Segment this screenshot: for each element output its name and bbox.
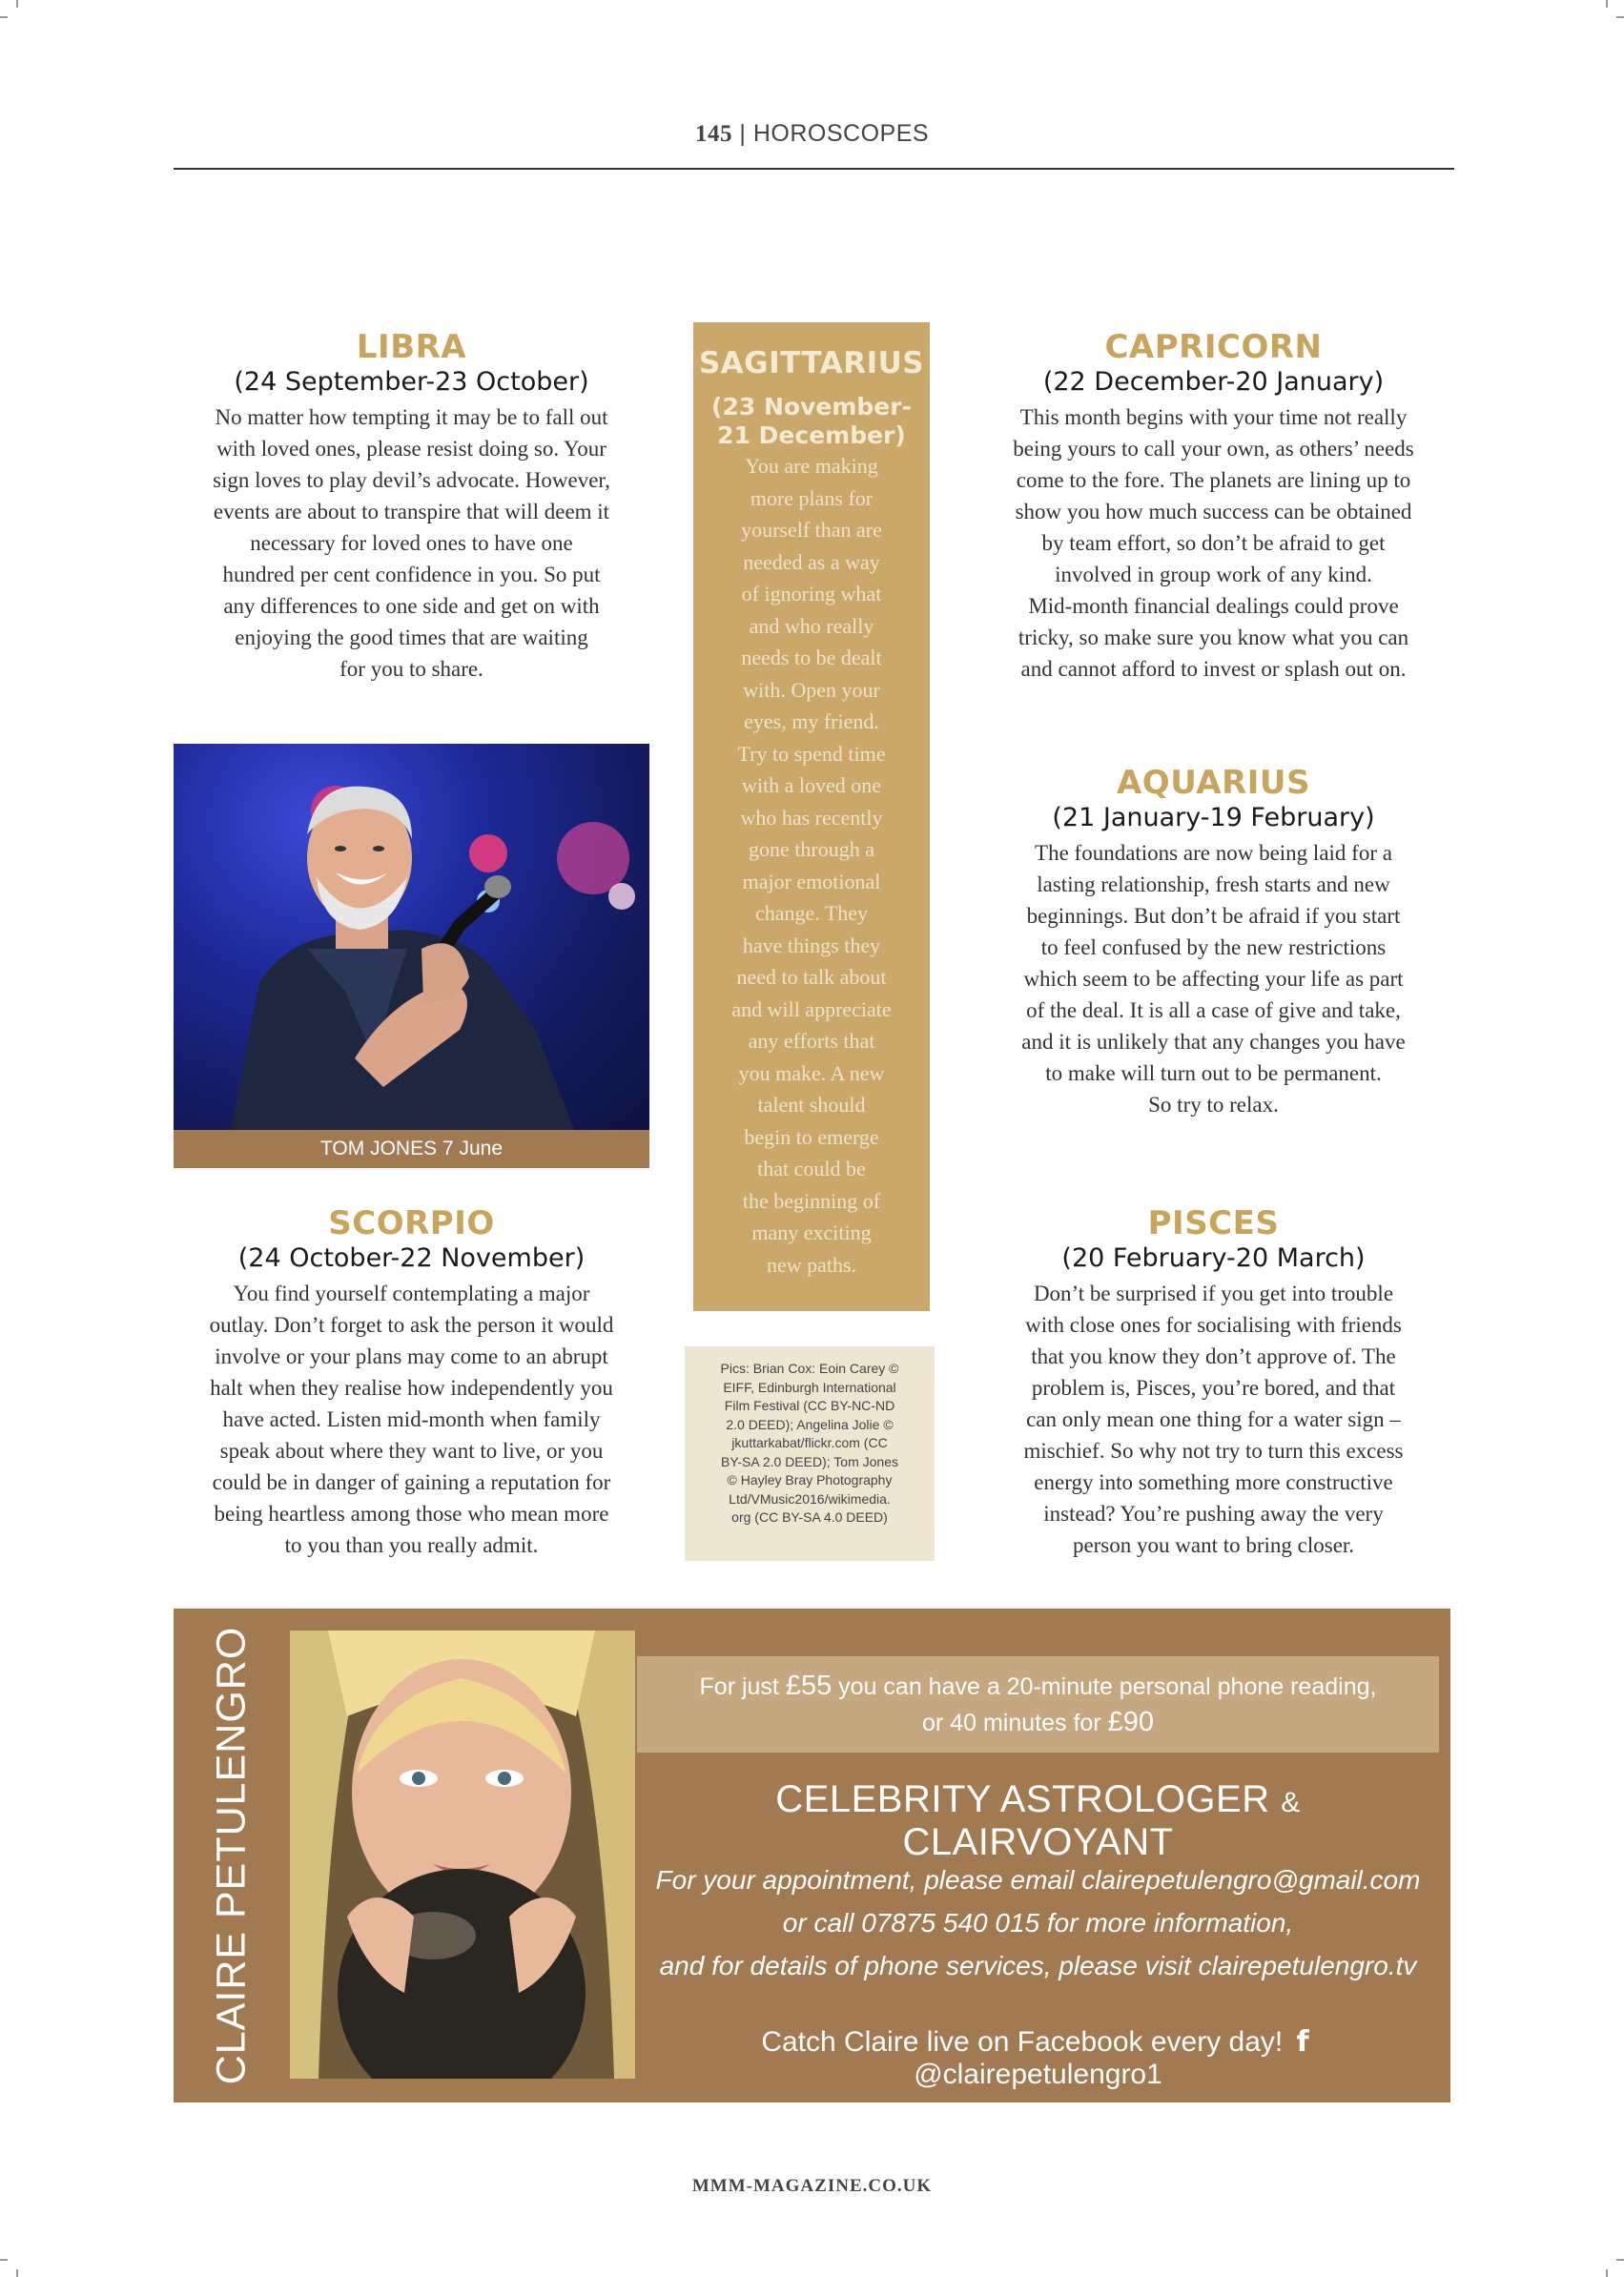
body-line: and who really: [749, 613, 874, 638]
body-line: can only mean one thing for a water sign –: [1026, 1407, 1401, 1431]
body-line: lasting relationship, fresh starts and new: [1037, 872, 1390, 896]
sign-title: LIBRA: [356, 328, 467, 366]
body-line: change. They: [754, 901, 869, 925]
body-line: outlay. Don’t forget to ask the person it would: [209, 1313, 614, 1337]
body-line: You are making: [745, 454, 878, 478]
body-line: hundred per cent confidence in you. So put: [222, 563, 601, 586]
body-line: have acted. Listen mid-month when family: [222, 1407, 601, 1431]
body-line: new paths.: [766, 1252, 857, 1277]
body-line: The foundations are now being laid for a: [1035, 841, 1392, 865]
sign-title: SCORPIO: [328, 1204, 495, 1242]
sagittarius-section: [693, 322, 930, 1311]
concert-photo-illustration: [174, 744, 649, 1130]
body-line: needed as a way: [743, 549, 880, 574]
credit-line: jkuttarkabat/flickr.com (CC: [731, 1435, 888, 1450]
body-line: by team effort, so don’t be afraid to get: [1041, 531, 1386, 555]
offer-price: £55: [785, 1671, 833, 1701]
offer-price: £90: [1107, 1707, 1154, 1737]
body-line: of the deal. It is all a case of give and take,: [1026, 998, 1401, 1022]
body-line: necessary for loved ones to have one: [250, 531, 573, 555]
sign-dates: (24 October-22 November): [237, 1243, 586, 1273]
body-line: to you than you really admit.: [284, 1533, 539, 1557]
contact-line: and for details of phone services, please visit clairepetulengro.tv: [659, 1951, 1417, 1980]
credit-line: BY-SA 2.0 DEED); Tom Jones: [721, 1453, 898, 1469]
body-line: energy into something more constructive: [1034, 1470, 1393, 1494]
facebook-text: Catch Claire live on Facebook every day!: [761, 2026, 1284, 2058]
crop-mark: [1616, 2259, 1624, 2261]
body-line: Don’t be surprised if you get into trouble: [1033, 1282, 1394, 1305]
body-line: You find yourself contemplating a major: [233, 1282, 590, 1305]
ad-offer-strip: [637, 1656, 1439, 1753]
body-line: who has recently: [740, 805, 883, 830]
body-line: show you how much success can be obtained: [1015, 500, 1412, 523]
body-line: which seem to be affecting your life as part: [1023, 967, 1404, 991]
credit-line: Ltd/VMusic2016/wikimedia.: [729, 1490, 891, 1507]
body-line: involve or your plans may come to an abrupt: [215, 1344, 608, 1368]
pisces-section: [958, 1204, 1469, 1561]
body-line: being yours to call your own, as others’ needs: [1013, 437, 1414, 461]
sign-title: AQUARIUS: [1116, 764, 1311, 802]
ad-facebook-line: [637, 2025, 1439, 2091]
header-rule: [174, 168, 1454, 170]
contact-line: For your appointment, please email clairepetulengro@gmail.com: [655, 1865, 1421, 1895]
body-line: of ignoring what: [741, 582, 882, 605]
offer-text: you can have a 20-minute personal phone reading,: [832, 1673, 1377, 1700]
sign-body: [958, 837, 1469, 1120]
sign-body: [958, 1278, 1469, 1561]
scorpio-section: [162, 1204, 661, 1561]
sign-dates: [693, 393, 930, 450]
page-header: [0, 120, 1624, 148]
crop-mark: [1616, 16, 1624, 18]
offer-text: or 40 minutes for: [922, 1710, 1108, 1736]
credit-line: org (CC BY-SA 4.0 DEED): [731, 1509, 888, 1525]
body-line: with close ones for socialising with friends: [1025, 1313, 1402, 1337]
sign-dates: (21 January-19 February): [1052, 803, 1375, 832]
dates-line: (23 November-: [711, 393, 912, 421]
photo-caption: TOM JONES 7 June: [174, 1130, 649, 1168]
dates-line: 21 December): [717, 421, 906, 449]
offer-line-1: [637, 1669, 1439, 1705]
credit-line: 2.0 DEED); Angelina Jolie ©: [726, 1416, 894, 1432]
body-line: the beginning of: [742, 1188, 881, 1213]
body-line: and will appreciate: [731, 996, 892, 1021]
sign-title: CAPRICORN: [1104, 328, 1323, 366]
sign-body: [705, 450, 918, 1281]
capricorn-section: [958, 328, 1469, 685]
body-line: yourself than are: [741, 518, 882, 542]
astrologer-name: CLAIRE PETULENGRO: [208, 1626, 255, 2085]
crop-mark: [1606, 2269, 1608, 2277]
body-line: tricky, so make sure you know what you can: [1018, 626, 1409, 649]
body-line: with. Open your: [743, 677, 880, 702]
sign-dates: (22 December-20 January): [1042, 367, 1385, 397]
body-line: This month begins with your time not really: [1019, 405, 1408, 429]
offer-text: For just: [699, 1673, 786, 1700]
body-line: major emotional: [742, 869, 881, 893]
body-line: need to talk about: [736, 965, 887, 989]
aquarius-section: [958, 764, 1469, 1120]
body-line: gone through a: [749, 837, 874, 861]
ad-title-amp: &: [1281, 1787, 1301, 1818]
body-line: eyes, my friend.: [744, 709, 879, 733]
ad-title: [637, 1778, 1439, 1864]
body-line: could be in danger of gaining a reputation for: [212, 1470, 611, 1494]
body-line: sign loves to play devil’s advocate. However,: [213, 468, 610, 492]
credit-line: Film Festival (CC BY-NC-ND: [724, 1398, 895, 1413]
body-line: being heartless among those who mean more: [214, 1502, 609, 1526]
ad-vertical-name: [174, 1609, 290, 2103]
sign-dates: (20 February-20 March): [1061, 1243, 1366, 1273]
body-line: with a loved one: [741, 773, 882, 797]
body-line: halt when they realise how independently you: [210, 1376, 613, 1400]
body-line: any efforts that: [748, 1029, 875, 1053]
page-number: 145: [694, 121, 732, 147]
photo-credits: [696, 1360, 923, 1528]
body-line: person you want to bring closer.: [1072, 1533, 1355, 1557]
body-line: Try to spend time: [737, 741, 886, 766]
sign-title: PISCES: [1147, 1204, 1280, 1242]
credit-line: EIFF, Edinburgh International: [723, 1379, 896, 1395]
body-line: needs to be dealt: [741, 646, 882, 669]
crystal-ball-photo-illustration: [290, 1631, 635, 2079]
body-line: for you to share.: [339, 657, 483, 681]
crop-mark: [0, 2259, 8, 2261]
body-line: instead? You’re pushing away the very: [1043, 1502, 1384, 1526]
crop-mark: [1606, 0, 1608, 8]
contact-line: or call 07875 540 015 for more information,: [782, 1908, 1294, 1938]
sign-body: [162, 401, 661, 685]
body-line: involved in group work of any kind.: [1055, 563, 1372, 586]
astrologer-photo: [290, 1631, 635, 2079]
header-separator: |: [739, 120, 747, 147]
sign-body: [958, 401, 1469, 685]
body-line: Mid-month financial dealings could prove: [1028, 594, 1399, 618]
body-line: that could be: [757, 1157, 866, 1180]
credit-line: © Hayley Bray Photography: [727, 1472, 893, 1487]
body-line: to make will turn out to be permanent.: [1045, 1061, 1382, 1085]
facebook-icon: f: [1296, 2025, 1309, 2059]
libra-section: [162, 328, 661, 685]
body-line: come to the fore. The planets are lining up to: [1016, 468, 1411, 492]
body-line: begin to emerge: [744, 1124, 879, 1149]
body-line: speak about where they want to live, or you: [219, 1439, 604, 1463]
credit-line: Pics: Brian Cox: Eoin Carey ©: [720, 1361, 899, 1376]
body-line: to feel confused by the new restrictions: [1040, 935, 1387, 959]
ad-contact-info: [637, 1858, 1439, 1987]
body-line: mischief. So why not try to turn this excess: [1023, 1439, 1404, 1463]
body-line: have things they: [742, 933, 881, 957]
body-line: No matter how tempting it may be to fall out: [215, 405, 608, 429]
ad-title-text: CELEBRITY ASTROLOGER: [775, 1778, 1282, 1820]
body-line: beginnings. But don’t be afraid if you start: [1026, 904, 1401, 928]
body-line: problem is, Pisces, you’re bored, and that: [1031, 1376, 1396, 1400]
sign-dates: (24 September-23 October): [234, 367, 589, 397]
facebook-handle: @clairepetulengro1: [914, 2059, 1162, 2090]
body-line: So try to relax.: [1148, 1093, 1279, 1117]
body-line: more plans for: [750, 485, 874, 510]
body-line: any differences to one side and get on with: [223, 594, 600, 618]
page-footer: MMM-MAGAZINE.CO.UK: [691, 2176, 933, 2196]
offer-line-2: [637, 1705, 1439, 1741]
body-line: and cannot afford to invest or splash out on.: [1020, 657, 1407, 681]
section-title: HOROSCOPES: [752, 120, 930, 147]
body-line: and it is unlikely that any changes you have: [1021, 1030, 1406, 1054]
body-line: you make. A new: [738, 1060, 885, 1085]
astrologer-ad-banner: [174, 1609, 1450, 2103]
body-line: with loved ones, please resist doing so. Your: [216, 437, 606, 461]
photo-credits-box: [685, 1346, 935, 1561]
body-line: talent should: [757, 1093, 866, 1117]
body-line: events are about to transpire that will deem it: [213, 500, 610, 523]
sign-body: [162, 1278, 661, 1561]
tom-jones-photo: [174, 744, 649, 1130]
crop-mark: [16, 0, 18, 8]
crop-mark: [16, 2269, 18, 2277]
crop-mark: [0, 16, 8, 18]
body-line: enjoying the good times that are waiting: [235, 626, 588, 649]
sign-title: SAGITTARIUS: [698, 346, 925, 380]
body-line: many exciting: [751, 1221, 872, 1244]
ad-title-text: CLAIRVOYANT: [902, 1821, 1174, 1863]
body-line: that you know they don’t approve of. The: [1031, 1344, 1396, 1368]
